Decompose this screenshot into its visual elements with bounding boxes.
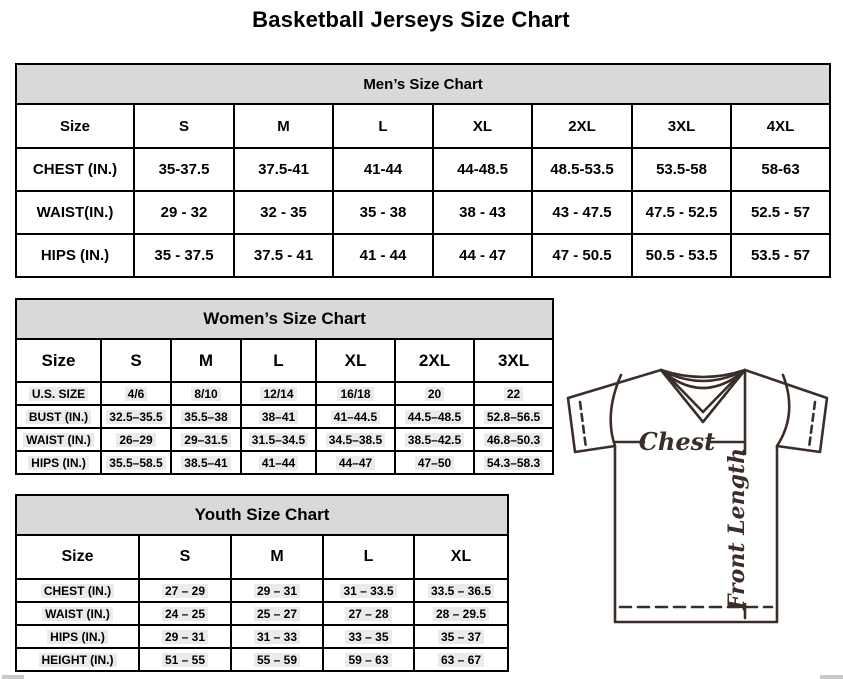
table-cell bbox=[333, 148, 433, 191]
row-label-text: BUST (IN.) bbox=[26, 410, 91, 424]
column-header: S bbox=[134, 104, 234, 148]
table-cell bbox=[231, 579, 323, 602]
column-header: XL bbox=[316, 339, 395, 382]
table-cell bbox=[395, 382, 474, 405]
cell-value-text: 4/6 bbox=[125, 387, 148, 401]
cell-value-text: 54.3–58.3 bbox=[484, 456, 543, 470]
column-header: XL bbox=[433, 104, 532, 148]
table-cell bbox=[433, 148, 532, 191]
cell-value-text: 31 – 33.5 bbox=[340, 584, 396, 598]
table-cell bbox=[171, 451, 241, 474]
table-cell bbox=[134, 234, 234, 277]
table-row bbox=[16, 579, 508, 602]
cell-value-text: 35 - 37.5 bbox=[154, 247, 214, 264]
cell-value-text: 37.5 - 41 bbox=[253, 247, 314, 264]
youth-table bbox=[15, 494, 509, 672]
table-row bbox=[16, 382, 553, 405]
table-row bbox=[16, 234, 830, 277]
table-cell bbox=[139, 625, 231, 648]
cell-value-text: 27 – 28 bbox=[345, 607, 391, 621]
cell-value-text: 34.5–38.5 bbox=[326, 433, 385, 447]
table-cell bbox=[323, 625, 414, 648]
column-header: M bbox=[231, 535, 323, 579]
table-row bbox=[16, 648, 508, 671]
cell-value-text: 44-48.5 bbox=[457, 161, 508, 178]
bottom-right-ui-fragment bbox=[820, 675, 843, 679]
cell-value-text: 38.5–41 bbox=[181, 456, 230, 470]
jersey-measurement-diagram bbox=[558, 360, 843, 632]
page-title: Basketball Jerseys Size Chart bbox=[252, 7, 570, 32]
table-cell bbox=[316, 382, 395, 405]
cell-value-text: 32 - 35 bbox=[260, 204, 307, 221]
table-cell bbox=[395, 405, 474, 428]
table-cell bbox=[474, 451, 553, 474]
cell-value-text: 35.5–58.5 bbox=[106, 456, 165, 470]
column-header: 3XL bbox=[474, 339, 553, 382]
womens-table bbox=[15, 298, 554, 475]
table-cell bbox=[414, 602, 508, 625]
row-label bbox=[16, 148, 134, 191]
table-row bbox=[16, 428, 553, 451]
table-cell bbox=[139, 579, 231, 602]
row-label bbox=[16, 191, 134, 234]
cell-value-text: 35 - 38 bbox=[359, 204, 407, 221]
column-header: M bbox=[234, 104, 333, 148]
cell-value-text: 35 – 37 bbox=[438, 630, 484, 644]
table-cell bbox=[632, 148, 731, 191]
cell-value-text: 29–31.5 bbox=[181, 433, 230, 447]
table-cell bbox=[234, 234, 333, 277]
table-cell bbox=[323, 602, 414, 625]
table-cell bbox=[231, 625, 323, 648]
cell-value-text: 27 – 29 bbox=[162, 584, 208, 598]
table-cell bbox=[474, 428, 553, 451]
row-label bbox=[16, 602, 139, 625]
table-cell bbox=[241, 382, 316, 405]
table-cell bbox=[134, 191, 234, 234]
table-cell bbox=[316, 451, 395, 474]
front-length-label: Front Length bbox=[724, 447, 750, 611]
row-label bbox=[16, 382, 101, 405]
row-label-text: HIPS (IN.) bbox=[28, 456, 89, 470]
table-row bbox=[16, 191, 830, 234]
row-label-text: HIPS (IN.) bbox=[47, 630, 108, 644]
youth-size-table bbox=[15, 494, 507, 672]
table-cell bbox=[433, 234, 532, 277]
cell-value-text: 38.5–42.5 bbox=[405, 433, 464, 447]
column-header: L bbox=[323, 535, 414, 579]
cell-value-text: 52.8–56.5 bbox=[484, 410, 543, 424]
column-header: S bbox=[101, 339, 171, 382]
cell-value-text: 16/18 bbox=[337, 387, 373, 401]
table-cell bbox=[474, 382, 553, 405]
cell-value-text: 48.5-53.5 bbox=[550, 161, 614, 178]
table-cell bbox=[316, 405, 395, 428]
column-header: XL bbox=[414, 535, 508, 579]
table-cell bbox=[101, 428, 171, 451]
cell-value-text: 46.8–50.3 bbox=[484, 433, 543, 447]
table-cell bbox=[101, 405, 171, 428]
cell-value-text: 41 - 44 bbox=[359, 247, 407, 264]
chest-label: Chest bbox=[638, 427, 716, 456]
table-cell bbox=[414, 648, 508, 671]
cell-value-text: 50.5 - 53.5 bbox=[645, 247, 718, 264]
column-header: Size bbox=[16, 104, 134, 148]
cell-value-text: 20 bbox=[425, 387, 444, 401]
table-cell bbox=[333, 234, 433, 277]
cell-value-text: 29 – 31 bbox=[162, 630, 208, 644]
table-row bbox=[16, 602, 508, 625]
column-header: L bbox=[241, 339, 316, 382]
table-cell bbox=[231, 602, 323, 625]
cell-value-text: 33.5 – 36.5 bbox=[428, 584, 494, 598]
table-cell bbox=[139, 602, 231, 625]
cell-value-text: 53.5-58 bbox=[656, 161, 707, 178]
youth-table-title: Youth Size Chart bbox=[16, 495, 508, 535]
cell-value-text: 47 - 50.5 bbox=[552, 247, 612, 264]
table-cell bbox=[731, 148, 830, 191]
cell-value-text: 44 - 47 bbox=[459, 247, 506, 264]
cell-value-text: 22 bbox=[504, 387, 523, 401]
table-cell bbox=[532, 234, 632, 277]
cell-value-text: 41–44.5 bbox=[331, 410, 380, 424]
cell-value-text: 12/14 bbox=[260, 387, 296, 401]
table-cell bbox=[139, 648, 231, 671]
table-cell bbox=[414, 625, 508, 648]
header-row bbox=[16, 535, 508, 579]
table-cell bbox=[316, 428, 395, 451]
cell-value-text: 8/10 bbox=[191, 387, 220, 401]
mens-size-table bbox=[15, 63, 829, 278]
header-row bbox=[16, 104, 830, 148]
bottom-left-ui-fragment bbox=[2, 675, 24, 679]
table-cell bbox=[101, 451, 171, 474]
table-cell bbox=[241, 451, 316, 474]
row-label-text: WAIST(IN.) bbox=[36, 204, 114, 221]
row-label-text: CHEST (IN.) bbox=[41, 584, 114, 598]
column-header: M bbox=[171, 339, 241, 382]
womens-table-title: Women’s Size Chart bbox=[16, 299, 553, 339]
table-cell bbox=[101, 382, 171, 405]
cell-value-text: 26–29 bbox=[116, 433, 155, 447]
row-label bbox=[16, 405, 101, 428]
column-header: 4XL bbox=[731, 104, 830, 148]
cell-value-text: 47.5 - 52.5 bbox=[645, 204, 718, 221]
cell-value-text: 52.5 - 57 bbox=[750, 204, 811, 221]
table-cell bbox=[241, 405, 316, 428]
cell-value-text: 51 – 55 bbox=[162, 653, 208, 667]
cell-value-text: 38–41 bbox=[259, 410, 298, 424]
cell-value-text: 53.5 - 57 bbox=[750, 247, 811, 264]
table-cell bbox=[474, 405, 553, 428]
table-cell bbox=[532, 148, 632, 191]
cell-value-text: 41–44 bbox=[259, 456, 298, 470]
column-header: L bbox=[333, 104, 433, 148]
column-header: S bbox=[139, 535, 231, 579]
cell-value-text: 29 - 32 bbox=[160, 204, 208, 221]
table-cell bbox=[134, 148, 234, 191]
mens-table bbox=[15, 63, 831, 278]
row-label bbox=[16, 648, 139, 671]
cell-value-text: 33 – 35 bbox=[345, 630, 391, 644]
cell-value-text: 28 – 29.5 bbox=[433, 607, 489, 621]
column-header: 3XL bbox=[632, 104, 731, 148]
cell-value-text: 29 – 31 bbox=[254, 584, 300, 598]
column-header: 2XL bbox=[395, 339, 474, 382]
row-label-text: CHEST (IN.) bbox=[32, 161, 118, 178]
cell-value-text: 35.5–38 bbox=[181, 410, 230, 424]
table-cell bbox=[231, 648, 323, 671]
table-cell bbox=[395, 428, 474, 451]
table-cell bbox=[234, 191, 333, 234]
cell-value-text: 44–47 bbox=[336, 456, 375, 470]
womens-size-table bbox=[15, 298, 552, 475]
cell-value-text: 55 – 59 bbox=[254, 653, 300, 667]
table-cell bbox=[234, 148, 333, 191]
cell-value-text: 43 - 47.5 bbox=[552, 204, 612, 221]
mens-table-title: Men’s Size Chart bbox=[16, 64, 830, 104]
table-cell bbox=[333, 191, 433, 234]
row-label-text: HIPS (IN.) bbox=[40, 247, 110, 264]
cell-value-text: 24 – 25 bbox=[162, 607, 208, 621]
row-label bbox=[16, 428, 101, 451]
cell-value-text: 31 – 33 bbox=[254, 630, 300, 644]
row-label-text: WAIST (IN.) bbox=[42, 607, 113, 621]
row-label bbox=[16, 625, 139, 648]
table-cell bbox=[323, 579, 414, 602]
table-row bbox=[16, 148, 830, 191]
row-label-text: U.S. SIZE bbox=[29, 387, 88, 401]
table-cell bbox=[532, 191, 632, 234]
table-cell bbox=[323, 648, 414, 671]
cell-value-text: 63 – 67 bbox=[438, 653, 484, 667]
row-label bbox=[16, 579, 139, 602]
table-row bbox=[16, 625, 508, 648]
cell-value-text: 58-63 bbox=[761, 161, 800, 178]
cell-value-text: 35-37.5 bbox=[158, 161, 210, 178]
cell-value-text: 59 – 63 bbox=[345, 653, 391, 667]
table-cell bbox=[433, 191, 532, 234]
row-label bbox=[16, 234, 134, 277]
cell-value-text: 25 – 27 bbox=[254, 607, 300, 621]
table-row bbox=[16, 405, 553, 428]
header-row bbox=[16, 339, 553, 382]
column-header: Size bbox=[16, 339, 101, 382]
column-header: Size bbox=[16, 535, 139, 579]
table-cell bbox=[632, 191, 731, 234]
cell-value-text: 41-44 bbox=[363, 161, 403, 178]
table-cell bbox=[414, 579, 508, 602]
table-row bbox=[16, 451, 553, 474]
row-label-text: WAIST (IN.) bbox=[23, 433, 94, 447]
table-cell bbox=[731, 191, 830, 234]
table-cell bbox=[171, 405, 241, 428]
table-cell bbox=[171, 428, 241, 451]
cell-value-text: 38 - 43 bbox=[459, 204, 506, 221]
table-cell bbox=[731, 234, 830, 277]
table-cell bbox=[395, 451, 474, 474]
row-label bbox=[16, 451, 101, 474]
table-cell bbox=[632, 234, 731, 277]
column-header: 2XL bbox=[532, 104, 632, 148]
cell-value-text: 32.5–35.5 bbox=[106, 410, 165, 424]
table-cell bbox=[241, 428, 316, 451]
cell-value-text: 44.5–48.5 bbox=[405, 410, 464, 424]
cell-value-text: 47–50 bbox=[415, 456, 454, 470]
table-cell bbox=[171, 382, 241, 405]
cell-value-text: 31.5–34.5 bbox=[249, 433, 308, 447]
row-label-text: HEIGHT (IN.) bbox=[39, 653, 117, 667]
cell-value-text: 37.5-41 bbox=[258, 161, 309, 178]
